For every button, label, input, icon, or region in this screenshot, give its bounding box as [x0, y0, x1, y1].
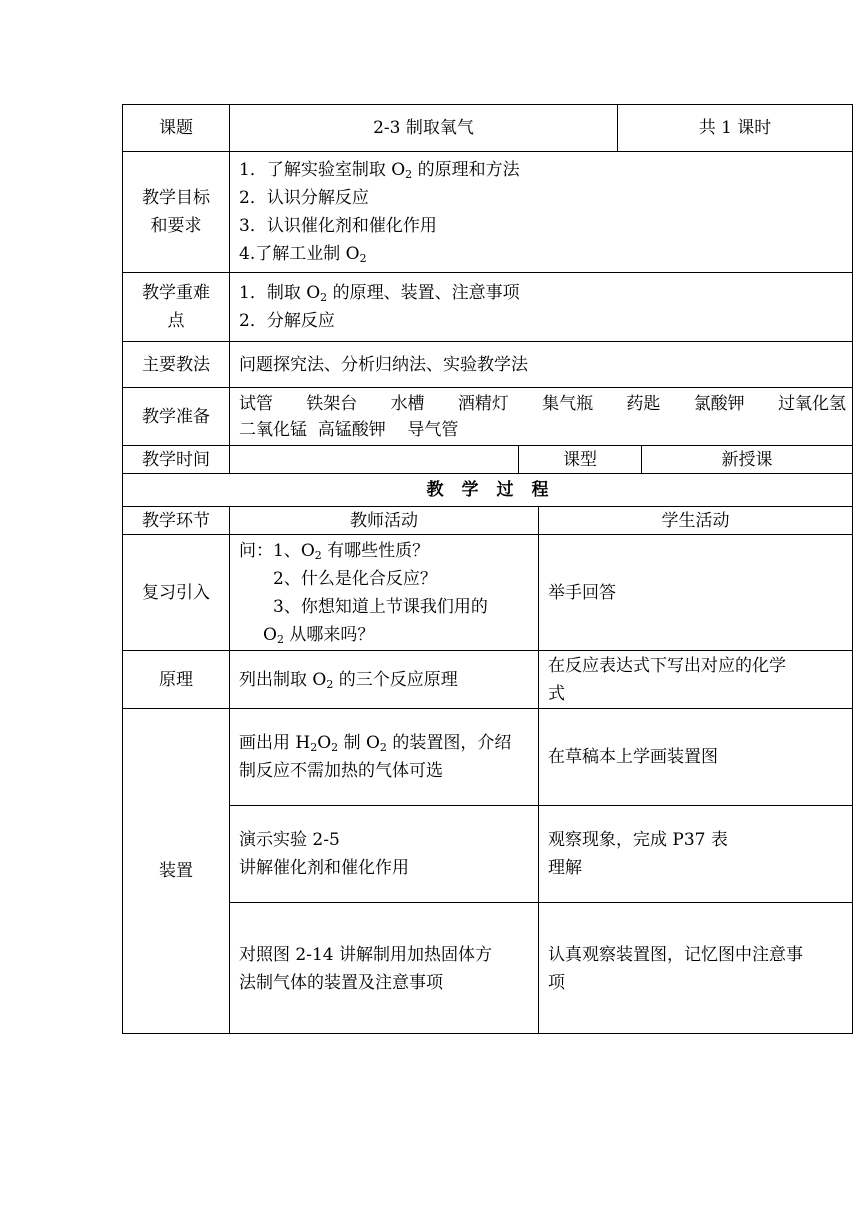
- goal-item: 1．了解实验室制取 $O_2$ 的原理和方法: [239, 160, 520, 181]
- keypoints-content-cell: [229, 272, 853, 342]
- hours-value: 共 1 课时: [698, 118, 772, 138]
- apparatus-student-cell-1: [538, 708, 853, 806]
- topic-label: 课题: [159, 118, 193, 138]
- apparatus-teacher-1-line2: 制反应不需加热的气体可选: [239, 761, 443, 781]
- stage-header-cell: [122, 506, 230, 535]
- apparatus-student-cell-3: [538, 902, 853, 1034]
- keypoint-item: 2．分解反应: [239, 311, 335, 331]
- goal-item: 4.了解工业制 $O_2$: [239, 244, 367, 265]
- apparatus-teacher-2-line2: 讲解催化剂和催化作用: [239, 858, 409, 878]
- equipment-item: 集气瓶: [542, 393, 594, 414]
- keypoints-label-cell: [122, 272, 230, 342]
- goals-content-cell: [229, 151, 853, 273]
- apparatus-student-2-line1: 观察现象，完成 P37 表: [548, 830, 728, 850]
- time-value-cell: [229, 445, 519, 474]
- review-teacher-cell: [229, 534, 539, 651]
- lesson-type-value-cell: [641, 445, 853, 474]
- equipment-item: 水槽: [390, 393, 425, 414]
- apparatus-teacher-3-line2: 法制气体的装置及注意事项: [239, 973, 443, 993]
- time-label: 教学时间: [142, 449, 210, 470]
- time-label-cell: [122, 445, 230, 474]
- equipment-item: 过氧化氢: [777, 393, 846, 414]
- review-question-4: $O_2$ 从哪来吗？: [263, 624, 375, 646]
- topic-value-cell: [229, 104, 618, 152]
- lesson-type-label-cell: [518, 445, 642, 474]
- review-stage: 复习引入: [142, 582, 210, 603]
- apparatus-student-3-line2: 项: [548, 973, 565, 993]
- teacher-header-cell: [229, 506, 539, 535]
- teacher-header: 教师活动: [350, 510, 418, 531]
- lesson-type-value: 新授课: [721, 449, 773, 470]
- goals-label-line2: 和要求: [150, 216, 202, 236]
- equipment-item: 氯酸钾: [693, 393, 745, 414]
- principle-teacher-cell: [229, 650, 539, 709]
- equipment-item: 酒精灯: [457, 393, 509, 414]
- topic-value: 2-3 制取氧气: [373, 118, 474, 138]
- process-title-cell: [122, 473, 853, 507]
- apparatus-teacher-cell-3: [229, 902, 539, 1034]
- review-question-3: 3、你想知道上节课我们用的: [273, 596, 488, 617]
- principle-student-line1: 在反应表达式下写出对应的化学: [548, 655, 786, 676]
- lesson-type-label: 课型: [563, 449, 597, 470]
- equipment-item: 铁架台: [306, 393, 358, 414]
- prep-label: 教学准备: [142, 406, 210, 427]
- apparatus-student-cell-2: [538, 805, 853, 903]
- apparatus-teacher-cell-1: [229, 708, 539, 806]
- keypoints-label-line1: 教学重难: [142, 283, 210, 303]
- keypoint-item: 1．制取 $O_2$ 的原理、装置、注意事项: [239, 283, 520, 304]
- apparatus-stage-cell: [122, 708, 230, 1034]
- student-header: 学生活动: [661, 510, 730, 531]
- apparatus-stage: 装置: [159, 861, 193, 881]
- goal-item: 3．认识催化剂和催化作用: [239, 216, 437, 236]
- stage-header: 教学环节: [142, 510, 210, 531]
- equipment-line-2: 二氧化锰 高锰酸钾 导气管: [239, 419, 459, 440]
- apparatus-student-2-line2: 理解: [548, 858, 582, 878]
- apparatus-teacher-1-line1: 画出用 $H_2O_2$ 制 $O_2$ 的装置图，介绍: [239, 733, 512, 754]
- equipment-item: 药匙: [626, 393, 661, 414]
- apparatus-teacher-2-line1: 演示实验 2-5: [239, 830, 340, 850]
- student-header-cell: [538, 506, 853, 535]
- goals-label-line1: 教学目标: [142, 188, 210, 208]
- review-question-2: 2、什么是化合反应？: [273, 568, 437, 589]
- apparatus-student-1: 在草稿本上学画装置图: [548, 747, 718, 767]
- hours-cell: [617, 104, 853, 152]
- review-stage-cell: [122, 534, 230, 651]
- method-content-cell: [229, 341, 853, 388]
- principle-teacher-activity: 列出制取 $O_2$ 的三个反应原理: [239, 669, 458, 691]
- principle-stage-cell: [122, 650, 230, 709]
- prep-label-cell: [122, 387, 230, 446]
- apparatus-student-3-line1: 认真观察装置图，记忆图中注意事: [548, 945, 803, 965]
- apparatus-teacher-cell-2: [229, 805, 539, 903]
- goal-item: 2．认识分解反应: [239, 188, 369, 208]
- principle-student-cell: [538, 650, 853, 709]
- review-question-1: 问：1、$O_2$ 有哪些性质？: [239, 540, 430, 562]
- method-label: 主要教法: [142, 354, 210, 375]
- review-student-activity: 举手回答: [548, 582, 616, 603]
- principle-student-line2: 式: [548, 683, 565, 704]
- review-student-cell: [538, 534, 853, 651]
- method-label-cell: [122, 341, 230, 388]
- equipment-item: 试管: [239, 393, 273, 414]
- prep-content-cell: [229, 387, 853, 446]
- method-value: 问题探究法、分析归纳法、实验教学法: [239, 354, 528, 375]
- principle-stage: 原理: [159, 669, 193, 690]
- apparatus-teacher-3-line1: 对照图 2-14 讲解制用加热固体方: [239, 945, 492, 965]
- goals-label-cell: [122, 151, 230, 273]
- topic-label-cell: [122, 104, 230, 152]
- process-title: 教学过程: [426, 480, 567, 500]
- keypoints-label-line2: 点: [167, 311, 185, 331]
- equipment-line: [239, 391, 846, 417]
